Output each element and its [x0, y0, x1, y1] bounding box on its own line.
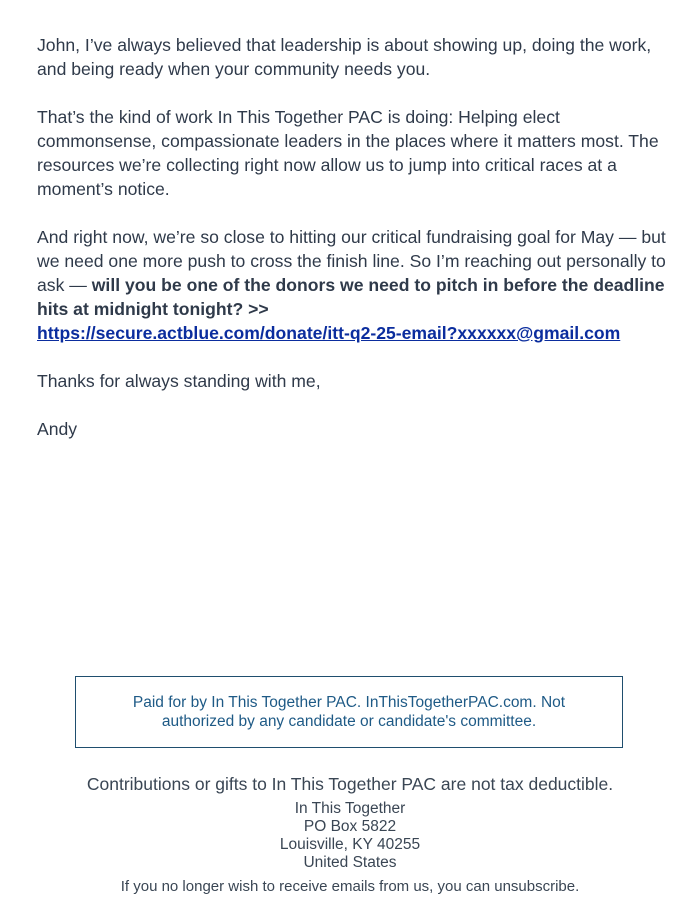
closing-line: Thanks for always standing with me,: [37, 371, 321, 391]
paid-for-disclaimer-box: [75, 676, 623, 748]
email-footer: [0, 772, 700, 896]
mailing-address: [0, 800, 700, 872]
address-po-box: PO Box 5822: [303, 818, 397, 835]
ask-bold-text: will you be one of the donors we need to pitch in before the deadline hits at midnight tonight? >>: [37, 275, 665, 319]
email-body: [37, 33, 667, 465]
address-city: Louisville, KY 40255: [279, 836, 421, 853]
address-country: United States: [303, 854, 397, 871]
paid-for-disclaimer-text: Paid for by In This Together PAC. InThisTogetherPAC.com. Not authorized by any candidate or candidate's committee.: [132, 694, 566, 730]
paragraph-intro: John, I’ve always believed that leadership is about showing up, doing the work, and being ready when your community needs you.: [37, 35, 652, 79]
address-org: In This Together: [294, 800, 406, 817]
paragraph-ask: [37, 225, 667, 345]
ask-intro-text: And right now, we’re so close to hitting our critical fundraising goal for May — but we need one more push to cross the finish line. So I’m reaching out personally to ask —: [37, 227, 666, 295]
donate-link[interactable]: https://secure.actblue.com/donate/itt-q2-25-email?xxxxxx@gmail.com: [37, 323, 621, 343]
signature: Andy: [37, 419, 78, 439]
paragraph-mission: That’s the kind of work In This Together PAC is doing: Helping elect commonsense, compassionate leaders in the places where it matters most. The resources we’re collecting right now allow us to jump into critical races at a moment’s notice.: [37, 107, 659, 199]
unsubscribe-text[interactable]: If you no longer wish to receive emails from us, you can unsubscribe.: [120, 878, 580, 895]
tax-deductible-note: Contributions or gifts to In This Together PAC are not tax deductible.: [86, 774, 614, 794]
